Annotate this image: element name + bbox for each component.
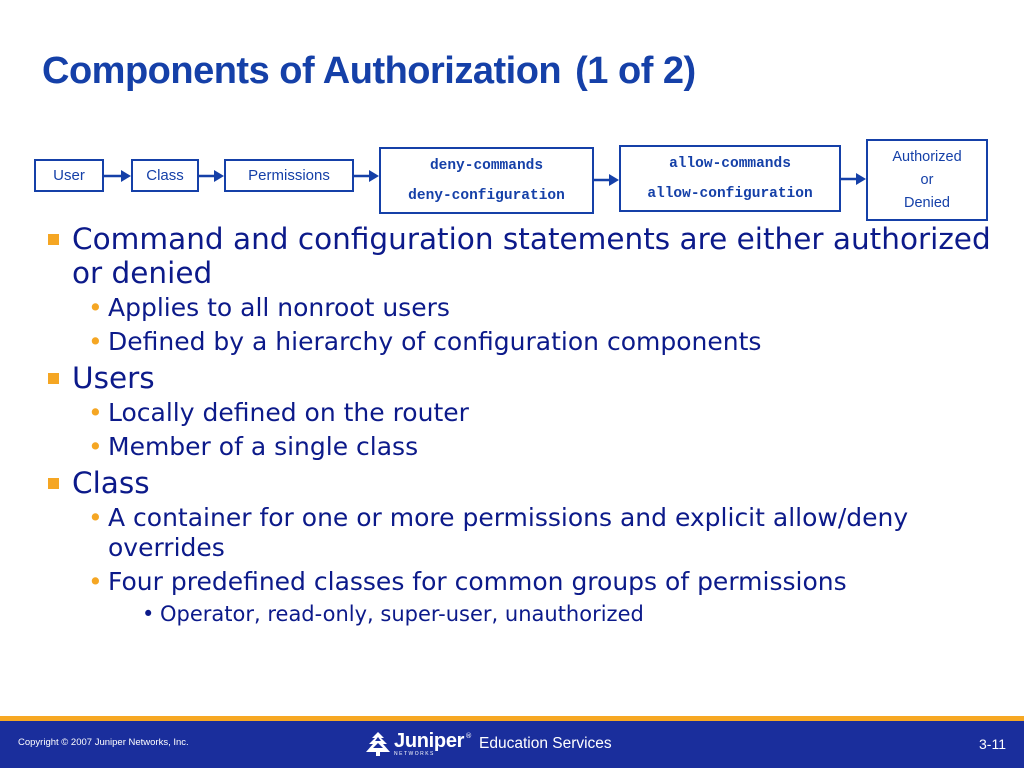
bullet-text: Command and configuration statements are either authorized or denied: [72, 222, 991, 290]
bullet-text: A container for one or more permissions and explicit allow/deny overrides: [108, 503, 909, 562]
arrow-icon: [594, 173, 619, 187]
bullet-level2: [46, 327, 996, 357]
user-node-label: User: [53, 167, 85, 184]
orange-square-bullet-icon: [48, 373, 59, 384]
result-authorized-label: Authorized: [892, 148, 962, 165]
bullet-text: Class: [72, 466, 150, 500]
bullet-level2: [46, 432, 996, 462]
bullet-level2: [46, 293, 996, 323]
orange-dot-bullet-icon: •: [88, 567, 103, 596]
orange-square-bullet-icon: [48, 478, 59, 489]
bullet-text: Defined by a hierarchy of configuration components: [108, 327, 762, 356]
arrow-icon: [199, 169, 224, 183]
title-part-indicator: (1 of 2): [575, 50, 696, 92]
deny-node: [379, 147, 594, 214]
allow-node: [619, 145, 841, 212]
allow-configuration-label: allow-configuration: [647, 185, 813, 202]
orange-dot-bullet-icon: •: [88, 398, 103, 427]
orange-dot-bullet-icon: •: [88, 293, 103, 322]
orange-dot-bullet-icon: •: [88, 432, 103, 461]
orange-dot-bullet-icon: •: [88, 327, 103, 356]
logo-word: Juniper: [394, 730, 465, 752]
permissions-node-label: Permissions: [248, 167, 330, 184]
juniper-tree-logo-icon: [364, 731, 392, 757]
result-node: [866, 139, 988, 221]
arrow-icon: [354, 169, 379, 183]
logo-wordmark: [394, 731, 464, 757]
bullet-level2: [46, 567, 996, 597]
result-denied-label: Denied: [904, 194, 950, 211]
juniper-logo: [364, 731, 472, 757]
registered-mark: ®: [465, 732, 473, 740]
logo-subtitle: NETWORKS: [394, 751, 435, 757]
division-label: Education Services: [479, 735, 612, 752]
title-main: Components of Authorization: [42, 50, 562, 92]
deny-commands-label: deny-commands: [429, 157, 544, 174]
bullet-level1: [46, 222, 996, 290]
deny-configuration-label: deny-configuration: [408, 187, 565, 204]
allow-commands-label: allow-commands: [669, 155, 791, 172]
bullet-level1: [46, 361, 996, 395]
page-number: 3-11: [979, 736, 1006, 752]
class-node-label: Class: [146, 167, 184, 184]
bullet-text: Operator, read-only, super-user, unauthorized: [160, 602, 644, 626]
bullet-level2: [46, 398, 996, 428]
bullet-text: Member of a single class: [108, 432, 419, 461]
copyright-text: Copyright © 2007 Juniper Networks, Inc.: [18, 737, 189, 748]
arrow-icon: [841, 172, 866, 186]
slide-title: [42, 50, 696, 93]
user-node: [34, 159, 104, 192]
orange-square-bullet-icon: [48, 234, 59, 245]
permissions-node: [224, 159, 354, 192]
bullet-text: Four predefined classes for common groups of permissions: [108, 567, 847, 596]
blue-dot-bullet-icon: •: [142, 602, 155, 626]
bullet-level2: [46, 503, 996, 563]
arrow-icon: [104, 169, 131, 183]
bullet-text: Applies to all nonroot users: [108, 293, 450, 322]
bullet-level3: [46, 601, 996, 627]
result-or-label: or: [920, 171, 934, 188]
class-node: [131, 159, 199, 192]
bullet-list: [46, 222, 996, 627]
bullet-text: Locally defined on the router: [108, 398, 469, 427]
orange-dot-bullet-icon: •: [88, 503, 103, 532]
bullet-text: Users: [72, 361, 155, 395]
bullet-level1: [46, 466, 996, 500]
